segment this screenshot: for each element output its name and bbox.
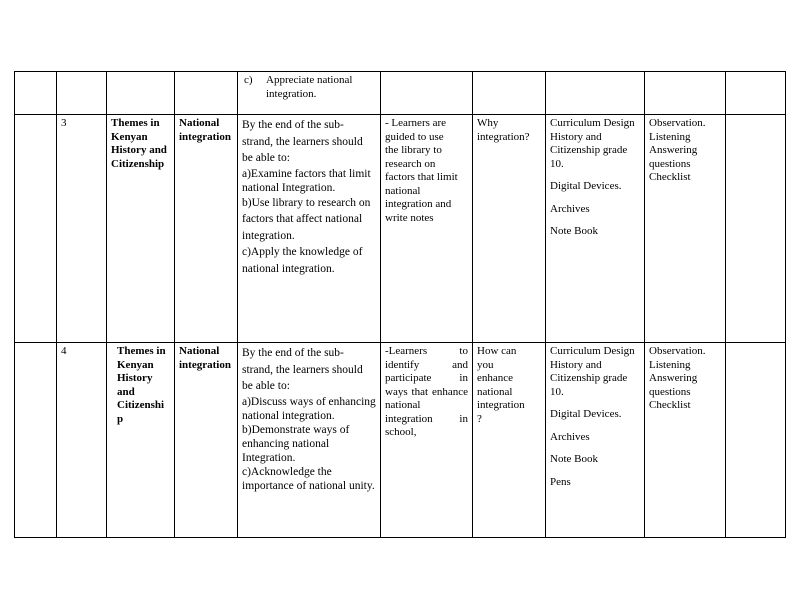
assessment-item: Checklist: [649, 399, 691, 411]
cell-assessment: [645, 343, 726, 538]
cell-key-inquiry: [473, 72, 546, 115]
cell-objectives: [238, 343, 381, 538]
cell-strand: Themes in Kenyan History and Citizenship: [107, 343, 175, 538]
cell-assessment: [645, 72, 726, 115]
assessment-item: Observation.: [649, 117, 706, 129]
cell-week: [15, 115, 57, 343]
assessment-item: Answering questions: [649, 372, 698, 398]
cell-week: [15, 72, 57, 115]
objective-b: b)Demonstrate ways of enhancing national Integration.: [242, 423, 350, 464]
resource-item: Archives: [550, 430, 590, 443]
objectives-intro: By the end of the sub- strand, the learners should be able to:: [242, 347, 363, 392]
objective-b: b)Use library to research on factors that affect national integration.: [242, 196, 371, 242]
resource-item: Digital Devices.: [550, 180, 622, 192]
table-row-continuation: [15, 72, 786, 115]
objective-a: a)Examine factors that limit national Integration.: [242, 167, 371, 194]
assessment-item: Listening: [649, 358, 691, 371]
table-row-lesson-3: [15, 115, 786, 343]
resource-item: Digital Devices.: [550, 408, 622, 420]
cell-week: [15, 343, 57, 538]
assessment-item: Checklist: [649, 171, 691, 183]
cell-sub-strand: National integration: [175, 115, 238, 343]
resource-item: Curriculum Design History and Citizenship grade 10.: [550, 345, 635, 398]
resource-item: Note Book: [550, 453, 598, 465]
table-row-lesson-4: [15, 343, 786, 538]
objective-item-c: [242, 74, 376, 101]
cell-resources: [546, 343, 645, 538]
objective-item-text-line1: Appreciate national: [266, 74, 353, 86]
scheme-of-work-table: [14, 71, 786, 538]
cell-objectives: [238, 115, 381, 343]
objective-a: a)Discuss ways of enhancing national integration.: [242, 395, 376, 422]
cell-remarks: [726, 115, 786, 343]
cell-experiences: [381, 115, 473, 343]
resource-item: Note Book: [550, 225, 598, 237]
objective-item-text-line2: integration.: [266, 87, 317, 100]
cell-remarks: [726, 343, 786, 538]
cell-objectives: [238, 72, 381, 115]
objectives-intro: By the end of the sub- strand, the learners should be able to:: [242, 119, 363, 164]
key-inquiry-text: How can you enhance national integration?: [477, 345, 525, 425]
objective-c: c)Acknowledge the importance of national unity.: [242, 465, 375, 492]
assessment-item: Answering questions: [649, 144, 698, 170]
cell-remarks: [726, 72, 786, 115]
cell-resources: [546, 115, 645, 343]
cell-sub-strand: National integration: [175, 343, 238, 538]
cell-strand: [107, 72, 175, 115]
assessment-item: Observation.: [649, 345, 706, 357]
cell-lesson-number: 3: [57, 115, 107, 343]
cell-sub-strand: [175, 72, 238, 115]
learning-experience-text: - Learners are guided to use the library to research on factors that limit national integration and write notes: [385, 117, 458, 224]
cell-lesson-number: 4: [57, 343, 107, 538]
resource-item: Curriculum Design History and Citizenship grade 10.: [550, 117, 635, 170]
cell-key-inquiry: [473, 343, 546, 538]
cell-resources: [546, 72, 645, 115]
resource-item: Pens: [550, 475, 571, 488]
cell-lesson: [57, 72, 107, 115]
cell-strand: Themes in Kenyan History and Citizenship: [107, 115, 175, 343]
objective-c: c)Apply the knowledge of national integration.: [242, 246, 363, 275]
cell-experiences: [381, 343, 473, 538]
cell-experiences: [381, 72, 473, 115]
objective-item-label: c): [244, 74, 253, 86]
cell-assessment: [645, 115, 726, 343]
cell-key-inquiry: Why integration?: [473, 115, 546, 343]
assessment-item: Listening: [649, 130, 691, 143]
learning-experience-text: -Learners to identify and participate in ways that enhance national integration in school,: [385, 345, 468, 438]
resource-item: Archives: [550, 202, 590, 215]
